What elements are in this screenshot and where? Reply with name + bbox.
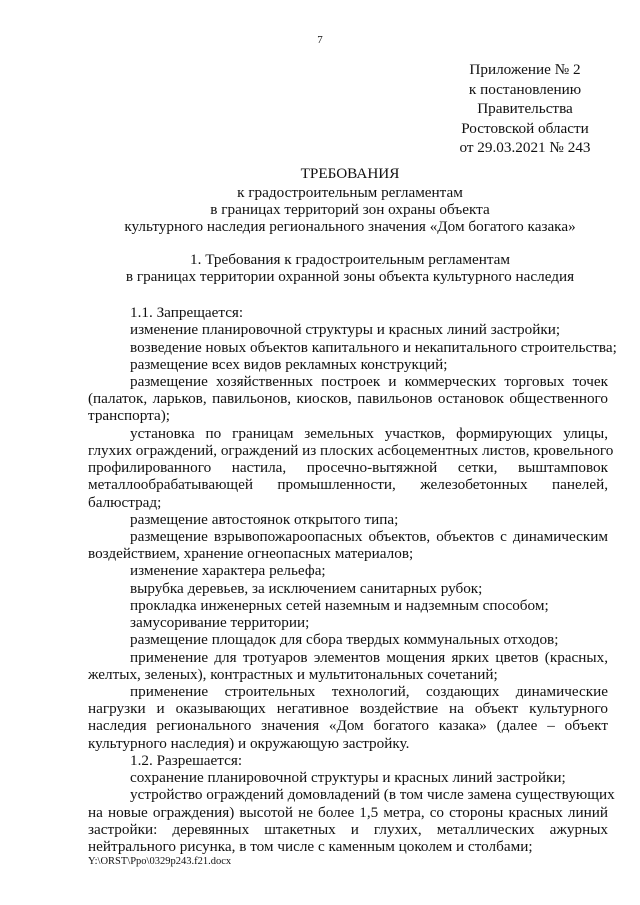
body-line: желтых, зеленых), контрастных и мультитональных сочетаний; xyxy=(88,665,498,683)
body-line: размещение взрывопожароопасных объектов, объектов с динамическим xyxy=(130,527,608,545)
body-line: вырубка деревьев, за исключением санитарных рубок; xyxy=(130,579,483,597)
body-line: металлообрабатывающей промышленности, железобетонных панелей, xyxy=(88,476,608,494)
body-line: установка по границам земельных участков, формирующих улицы, xyxy=(130,424,608,442)
body-line: нейтрального рисунка, в том числе с каменным цоколем и столбами; xyxy=(88,838,533,855)
body-line: сохранение планировочной структуры и красных линий застройки; xyxy=(130,769,566,787)
body-line: изменение планировочной структуры и красных линий застройки; xyxy=(130,321,561,339)
subtitle-line: культурного наследия регионального значения «Дом богатого казака» xyxy=(124,218,576,235)
annex-block xyxy=(430,60,620,158)
body-line: профилированного настила, просечно-вытяжной сетки, выштамповок xyxy=(88,459,608,476)
body-line: нагрузки и оказывающих негативное воздействие на объект культурного xyxy=(88,700,608,718)
document-title: ТРЕБОВАНИЯ xyxy=(300,165,400,182)
page-number: 7 xyxy=(317,34,323,46)
body-line: 1.1. Запрещается: xyxy=(130,304,244,321)
body-line: культурного наследия) и окружающую застройку. xyxy=(88,734,410,752)
body-line: застройки: деревянных штакетных и глухих, металлических ажурных xyxy=(88,820,608,838)
body-line: 1.2. Разрешается: xyxy=(130,751,243,769)
section-heading: в границах территории охранной зоны объекта культурного наследия xyxy=(125,268,575,285)
body-line: наследия регионального значения «Дом богатого казака» (далее – объект xyxy=(88,717,608,735)
body-line: применение строительных технологий, создающих динамические xyxy=(130,683,608,700)
file-path-footer: Y:\ORST\Ppo\0329p243.f21.docx xyxy=(88,856,232,867)
body-line: балюстрад; xyxy=(88,493,162,511)
annex-line: Правительства xyxy=(477,100,573,117)
body-line: на новые ограждения) высотой не более 1,5 метра, со стороны красных линий xyxy=(88,803,608,821)
body-line: возведение новых объектов капитального и некапитального строительства; xyxy=(130,338,617,356)
section-heading: 1. Требования к градостроительным регламентам xyxy=(190,251,510,268)
body-line: размещение автостоянок открытого типа; xyxy=(130,510,399,528)
body-line: глухих ограждений, ограждений из плоских асбоцементных листов, кровельного xyxy=(88,441,614,459)
body-line: размещение хозяйственных построек и коммерческих торговых точек xyxy=(130,372,608,390)
subtitle-line: в границах территорий зон охраны объекта xyxy=(210,201,490,218)
body-line: применение для тротуаров элементов мощения ярких цветов (красных, xyxy=(130,648,608,666)
body-line: размещение всех видов рекламных конструкций; xyxy=(130,355,448,373)
body-line: воздействием, хранение огнеопасных материалов; xyxy=(88,545,414,563)
annex-line: от 29.03.2021 № 243 xyxy=(459,139,591,156)
body-line: транспорта); xyxy=(88,407,170,425)
body-line: (палаток, ларьков, павильонов, киосков, павильонов остановок общественного xyxy=(88,390,608,408)
body-line: устройство ограждений домовладений (в том числе замена существующих xyxy=(130,786,615,804)
body-line: изменение характера рельефа; xyxy=(130,562,326,580)
body-line: замусоривание территории; xyxy=(130,614,310,632)
annex-line: Приложение № 2 xyxy=(469,61,581,78)
annex-line: Ростовской области xyxy=(461,119,589,137)
annex-line: к постановлению xyxy=(468,80,582,98)
subtitle-line: к градостроительным регламентам xyxy=(237,184,463,201)
body-line: размещение площадок для сбора твердых коммунальных отходов; xyxy=(130,631,559,649)
body-line: прокладка инженерных сетей наземным и надземным способом; xyxy=(130,596,549,614)
